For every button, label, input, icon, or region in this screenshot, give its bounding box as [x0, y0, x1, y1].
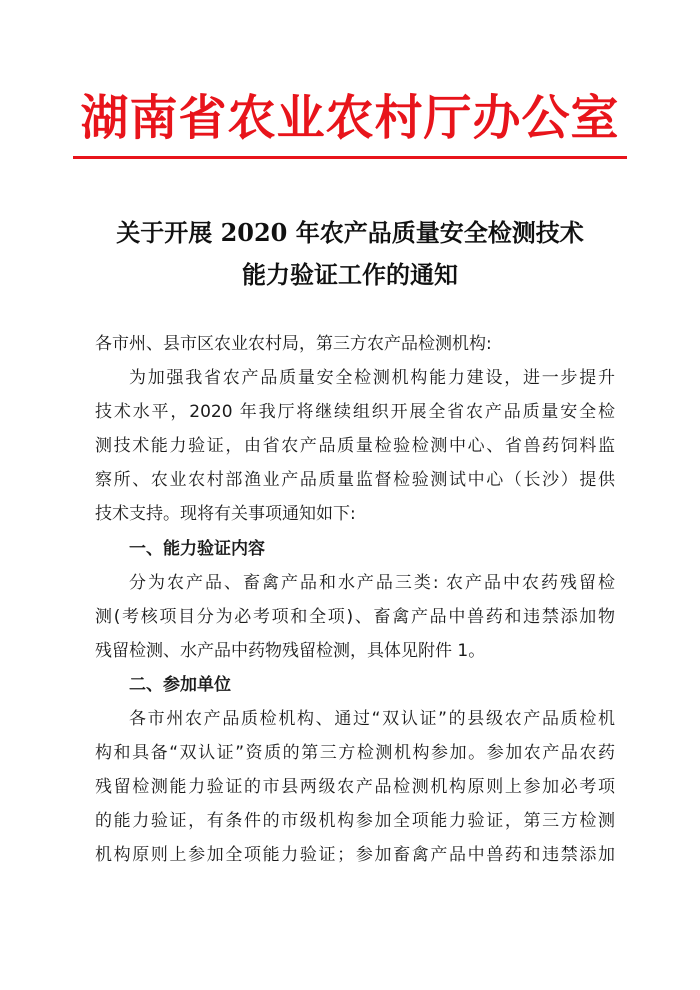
section-2-line-3: 残留检测能力验证的市县两级农产品检测机构原则上参加必考项	[95, 777, 615, 798]
issuing-organization-header: 湖南省农业农村厅办公室	[80, 90, 620, 146]
document-title-line-1: 关于开展 2020 年农产品质量安全检测技术	[116, 218, 584, 247]
intro-line-2: 技术水平，2020 年我厅将继续组织开展全省农产品质量安全检	[95, 402, 615, 423]
section-1-line-3: 残留检测、水产品中药物残留检测，具体见附件 1。	[95, 640, 486, 661]
salutation: 各市州、县市区农业农村局，第三方农产品检测机构:	[95, 334, 492, 354]
section-2-heading: 二、参加单位	[129, 674, 231, 695]
section-2-line-2: 构和具备“双认证”资质的第三方检测机构参加。参加农产品农药	[95, 743, 615, 764]
section-1-line-1: 分为农产品、畜禽产品和水产品三类: 农产品中农药残留检	[129, 572, 615, 593]
intro-line-4: 察所、农业农村部渔业产品质量监督检验测试中心（长沙）提供	[95, 470, 615, 491]
intro-line-5: 技术支持。现将有关事项通知如下:	[95, 504, 356, 525]
section-1-heading: 一、能力验证内容	[129, 538, 265, 559]
document-title-line-2: 能力验证工作的通知	[242, 260, 458, 289]
document-body	[95, 327, 615, 873]
section-2-line-4: 的能力验证，有条件的市级机构参加全项能力验证，第三方检测	[95, 811, 615, 832]
section-1-line-2: 测(考核项目分为必考项和全项)、畜禽产品中兽药和违禁添加物	[95, 606, 615, 627]
section-2-line-1: 各市州农产品质检机构、通过“双认证”的县级农产品质检机	[129, 709, 615, 730]
intro-line-3: 测技术能力验证，由省农产品质量检验检测中心、省兽药饲料监	[95, 436, 615, 457]
intro-line-1: 为加强我省农产品质量安全检测机构能力建设，进一步提升	[129, 368, 615, 389]
document-title	[80, 212, 620, 296]
section-2-line-5: 机构原则上参加全项能力验证；参加畜禽产品中兽药和违禁添加	[95, 845, 615, 866]
header-red-rule	[73, 156, 627, 159]
